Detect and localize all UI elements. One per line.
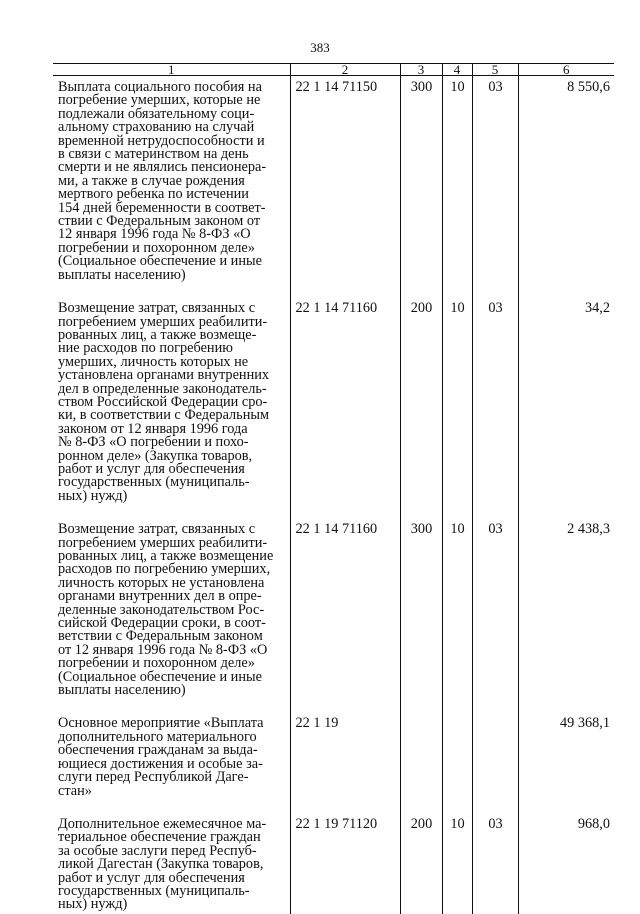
row-description: Дополнительное ежемесячное ма- териальное обеспечение граждан за особые заслуги перед Респуб- ликой Дагестан (Закупка товаров, работ и услуг для обеспечения государственных (муниципаль- ных) нужд): [53, 813, 290, 914]
row-col5: 03: [472, 813, 518, 914]
row-code: 22 1 14 71150: [290, 76, 400, 298]
column-header-5: 5: [472, 64, 518, 76]
row-code: 22 1 14 71160: [290, 297, 400, 518]
row-col4: 10: [442, 518, 472, 712]
row-col3: [400, 712, 442, 812]
row-amount: 2 438,3: [518, 518, 614, 712]
row-amount: 968,0: [518, 813, 614, 914]
table-row: [53, 297, 614, 518]
row-description: Возмещение затрат, связанных с погребением умерших реабилити- рованных лиц, а также возмеще- ние расходов по погребению умерших, личность которых не установлена органами внутренних дел в определенные законодатель- ством Российской Федерации сро- ки, в соответствии с Федеральным законом от 12 января 1996 года № 8-ФЗ «О погребении и похо- ронном деле» (Закупка товаров, работ и услуг для обеспечения государственных (муниципаль- ных) нужд): [53, 297, 290, 518]
column-header-4: 4: [442, 64, 472, 76]
row-col4: 10: [442, 76, 472, 298]
row-col4: 10: [442, 297, 472, 518]
column-header-3: 3: [400, 64, 442, 76]
row-col5: 03: [472, 76, 518, 298]
table-row: [53, 518, 614, 712]
row-col3: 300: [400, 76, 442, 298]
row-col3: 200: [400, 297, 442, 518]
row-col3: 200: [400, 813, 442, 914]
row-amount: 34,2: [518, 297, 614, 518]
column-header-2: 2: [290, 64, 400, 76]
row-col5: [472, 712, 518, 812]
page-number: 383: [310, 40, 330, 55]
row-col5: 03: [472, 518, 518, 712]
row-amount: 49 368,1: [518, 712, 614, 812]
row-description: Возмещение затрат, связанных с погребением умерших реабилити- рованных лиц, а также возмещение расходов по погребению умерших, личность которых не установлена органами внутренних дел в опре- деленные законодательством Рос- сийской Федерации сроки, в соот- ветствии с Федеральным законом от 12 января 1996 года № 8-ФЗ «О погребении и похоронном деле» (Социальное обеспечение и иные выплаты населению): [53, 518, 290, 712]
row-col3: 300: [400, 518, 442, 712]
row-amount: 8 550,6: [518, 76, 614, 298]
row-code: 22 1 14 71160: [290, 518, 400, 712]
row-code: 22 1 19: [290, 712, 400, 812]
row-col5: 03: [472, 297, 518, 518]
table-row: [53, 76, 614, 298]
table-row: [53, 813, 614, 914]
column-header-6: 6: [518, 64, 614, 76]
budget-table: [53, 63, 614, 914]
row-description: Выплата социального пособия на погребение умерших, которые не подлежали обязательному соци- альному страхованию на случай временной нетрудоспособности и в связи с материнством на день смерти и не являлись пенсионера- ми, а также в случае рождения мертвого ребенка по истечении 154 дней беременности в соответ- ствии с Федеральным законом от 12 января 1996 года № 8-ФЗ «О погребении и похоронном деле» (Социальное обеспечение и иные выплаты населению): [53, 76, 290, 298]
row-description: Основное мероприятие «Выплата дополнительного материального обеспечения гражданам за выда- ющиеся достижения и особые за- слуги перед Республикой Даге- стан»: [53, 712, 290, 812]
column-header-1: 1: [53, 64, 290, 76]
row-col4: [442, 712, 472, 812]
row-col4: 10: [442, 813, 472, 914]
row-code: 22 1 19 71120: [290, 813, 400, 914]
table-header-row: [53, 64, 614, 76]
table-row: [53, 712, 614, 812]
